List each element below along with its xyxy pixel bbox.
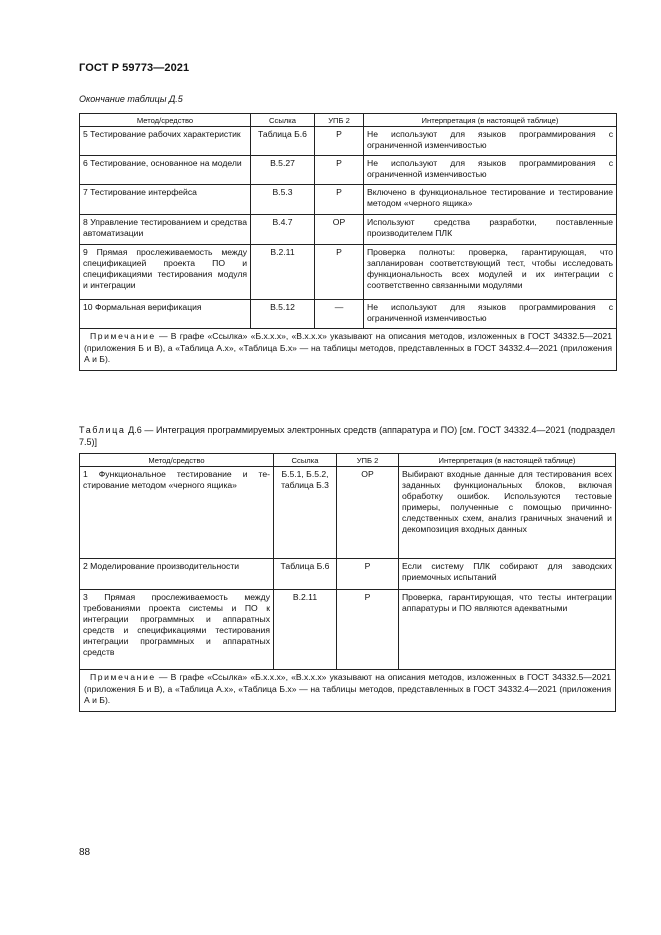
col-header-interpretation: Интерпретация (в настоящей таблице)	[399, 454, 616, 467]
document-header: ГОСТ Р 59773—2021	[79, 62, 190, 74]
cell-interpretation: Используют средства разработки, поставленные производителем ПЛК	[364, 215, 617, 245]
table2-caption-text: Д.6 — Интеграция программируемых электронных средств (аппаратура и ПО) [см. ГОСТ 34332.4—2021 (подраздел 7.5)]	[79, 425, 615, 447]
cell-method: 2 Моделирование производительности	[80, 559, 274, 590]
cell-method: 3 Прямая прослеживаемость между требованиями проекта системы и ПО к интеграции программных и аппаратных средств и спецификациями тестирования интеграции программных и аппаратных средств	[80, 590, 274, 670]
table2-caption-lead: Таблица	[79, 425, 126, 435]
cell-ref: Таблица Б.6	[274, 559, 337, 590]
note-text: — В графе «Ссылка» «Б.х.х.х», «В.х.х.х» указывают на описания методов, изложенных в ГОСТ 34332.5—2021 (приложения Б и В), а «Таблица А.х», «Таблица Б.х» — на таблицы методов, представленных в ГОСТ 34332.4—2021 (приложения А и Б).	[84, 331, 612, 364]
table2-caption	[79, 424, 615, 448]
cell-method: 8 Управление тестированием и средства автоматизации	[80, 215, 251, 245]
col-header-method: Метод/средство	[80, 454, 274, 467]
cell-upb: Р	[315, 127, 364, 156]
note-lead: Примечание	[90, 672, 156, 682]
table-row	[80, 300, 617, 329]
cell-upb: Р	[315, 245, 364, 300]
table1-note	[80, 329, 617, 371]
table2-header-row	[80, 454, 616, 467]
cell-method: 7 Тестирование интерфейса	[80, 185, 251, 215]
table-row	[80, 590, 616, 670]
cell-interpretation: Проверка, гарантирующая, что тесты интеграции аппаратуры и ПО являются адекватными	[399, 590, 616, 670]
cell-ref: Б.5.1, Б.5.2, таблица Б.3	[274, 467, 337, 559]
cell-method: 9 Прямая прослеживаемость между спецификацией проекта ПО и спецификациями тестирования модуля и интеграции	[80, 245, 251, 300]
cell-ref: Таблица Б.6	[251, 127, 315, 156]
table-row	[80, 215, 617, 245]
col-header-upb: УПБ 2	[315, 114, 364, 127]
page-number: 88	[79, 847, 91, 858]
table-row	[80, 185, 617, 215]
cell-upb: Р	[337, 590, 399, 670]
table1-caption: Окончание таблицы Д.5	[79, 94, 183, 104]
cell-interpretation: Выбирают входные данные для тестирования всех заданных функциональных блоков, включая обработку ошибок. Используются тестовые примеры, полученные с помощью причинно-следственных схем, анализ граничных значений и декомпозиция входных данных	[399, 467, 616, 559]
cell-upb: Р	[315, 185, 364, 215]
note-lead: Примечание	[90, 331, 156, 341]
col-header-upb: УПБ 2	[337, 454, 399, 467]
table1-header-row	[80, 114, 617, 127]
cell-method: 10 Формальная верификация	[80, 300, 251, 329]
col-header-interpretation: Интерпретация (в настоящей таблице)	[364, 114, 617, 127]
cell-upb: Р	[315, 156, 364, 185]
table2-note	[80, 670, 616, 712]
cell-interpretation: Не используют для языков программирования с ограниченной изменчивостью	[364, 127, 617, 156]
cell-ref: В.2.11	[251, 245, 315, 300]
col-header-ref: Ссылка	[274, 454, 337, 467]
col-header-method: Метод/средство	[80, 114, 251, 127]
table2	[79, 453, 616, 712]
cell-interpretation: Включено в функциональное тестирование и тестирование методом «черного ящика»	[364, 185, 617, 215]
cell-upb: —	[315, 300, 364, 329]
cell-interpretation: Не используют для языков программирования с ограниченной изменчивостью	[364, 156, 617, 185]
cell-interpretation: Не используют для языков программирования с ограниченной изменчивостью	[364, 300, 617, 329]
cell-method: 5 Тестирование рабочих характеристик	[80, 127, 251, 156]
cell-method: 6 Тестирование, основанное на модели	[80, 156, 251, 185]
table-row	[80, 467, 616, 559]
cell-ref: В.5.27	[251, 156, 315, 185]
table1-note-row	[80, 329, 617, 371]
cell-ref: В.4.7	[251, 215, 315, 245]
table-row	[80, 245, 617, 300]
table2-note-row	[80, 670, 616, 712]
cell-upb: Р	[337, 559, 399, 590]
cell-interpretation: Если систему ПЛК собирают для заводских приемочных испытаний	[399, 559, 616, 590]
cell-interpretation: Проверка полноты: проверка, гарантирующая, что запланирован соответствующий тест, чтобы исследовать функциональность всех модулей и их интеграции с соответственно связанными модулями	[364, 245, 617, 300]
cell-ref: В.2.11	[274, 590, 337, 670]
col-header-ref: Ссылка	[251, 114, 315, 127]
cell-upb: ОР	[315, 215, 364, 245]
cell-method: 1 Функциональное тестирование и тестирование методом «черного ящика»	[80, 467, 274, 559]
table-row	[80, 156, 617, 185]
table1	[79, 113, 617, 371]
table-row	[80, 559, 616, 590]
cell-ref: В.5.3	[251, 185, 315, 215]
cell-ref: В.5.12	[251, 300, 315, 329]
cell-upb: ОР	[337, 467, 399, 559]
table-row	[80, 127, 617, 156]
note-text: — В графе «Ссылка» «Б.х.х.х», «В.х.х.х» указывают на описания методов, изложенных в ГОСТ 34332.5—2021 (приложения Б и В), а «Таблица А.х», «Таблица Б.х» — на таблицы методов, представленных в ГОСТ 34332.4—2021 (приложения А и Б).	[84, 672, 611, 705]
